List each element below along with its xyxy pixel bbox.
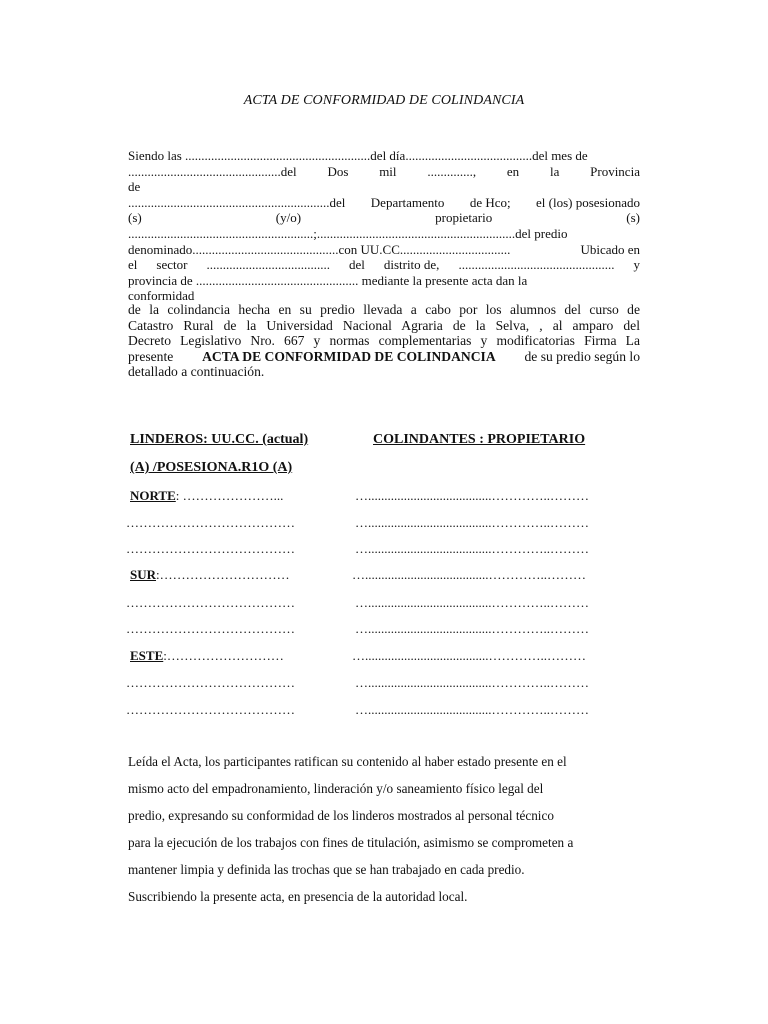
intro-line-10: conformidad bbox=[128, 288, 195, 304]
intro-line-8: el sector ...................................... del distrito de, ................................................ y bbox=[128, 257, 640, 273]
boundary-left-blank: ………………………………… bbox=[126, 702, 295, 717]
boundary-left-blank: ………………………………… bbox=[126, 595, 295, 610]
closing-paragraph bbox=[128, 748, 648, 910]
intro-line-1: Siendo las .........................................................del día.......................................del mes de bbox=[128, 148, 588, 163]
closing-line: predio, expresando su conformidad de los linderos mostrados al personal técnico bbox=[128, 808, 554, 823]
boundary-right-blank: …......................................…………..……… bbox=[355, 515, 589, 530]
boundary-left-cell bbox=[130, 648, 284, 664]
body-line-3: Decreto Legislativo Nro. 667 y normas complementarias y modificatorias Firma La bbox=[128, 333, 640, 349]
boundary-left-blank: :……………………… bbox=[163, 648, 284, 663]
heading-colindantes: COLINDANTES : PROPIETARIO bbox=[373, 432, 586, 447]
boundary-left-cell bbox=[126, 702, 295, 718]
intro-line-5: (s) (y/o) propietario (s) bbox=[128, 210, 640, 226]
heading-linderos: LINDEROS: UU.CC. (actual) bbox=[130, 432, 309, 447]
closing-line: mismo acto del empadronamiento, linderación y/o saneamiento físico legal del bbox=[128, 781, 544, 796]
boundary-right-blank: …......................................…………..……… bbox=[355, 621, 589, 636]
boundary-left-blank: :………………………… bbox=[156, 567, 290, 582]
closing-line: para la ejecución de los trabajos con fines de titulación, asimismo se comprometen a bbox=[128, 835, 574, 850]
body-line-5: detallado a continuación. bbox=[128, 364, 265, 380]
heading-posesionario: (A) /POSESIONA.R1O (A) bbox=[130, 460, 293, 475]
boundary-left-blank: ………………………………… bbox=[126, 541, 295, 556]
intro-line-9: provincia de .................................................. mediante la presente acta dan la bbox=[128, 272, 528, 288]
body-line-1: de la colindancia hecha en su predio llevada a cabo por los alumnos del curso de bbox=[128, 302, 640, 317]
boundary-right-blank: …......................................…………..……… bbox=[355, 595, 589, 610]
boundary-label: NORTE bbox=[130, 488, 176, 503]
boundary-right-blank: …......................................…………..……… bbox=[355, 541, 589, 556]
body-paragraph bbox=[128, 302, 640, 380]
intro-line-7: denominado.............................................con UU.CC.................................. Ubicado en bbox=[128, 241, 640, 257]
body-line-4: presente ACTA DE CONFORMIDAD DE COLINDANCIA de su predio según lo bbox=[128, 348, 640, 364]
boundary-right-blank: …......................................…………..……… bbox=[355, 488, 589, 503]
body-line-2: Catastro Rural de la Universidad Nacional Agraria de la Selva, , al amparo del bbox=[128, 317, 640, 333]
intro-paragraph bbox=[128, 148, 640, 304]
boundary-left-cell bbox=[130, 488, 283, 504]
boundary-left-cell bbox=[130, 567, 290, 583]
boundary-right-blank: …......................................…………..……… bbox=[352, 567, 586, 582]
boundary-left-blank: ………………………………… bbox=[126, 621, 295, 636]
boundary-left-cell bbox=[126, 595, 295, 611]
closing-line: mantener limpia y definida las trochas que se han trabajado en cada predio. bbox=[128, 862, 525, 877]
boundary-right-blank: …......................................…………..……… bbox=[355, 702, 589, 717]
boundary-left-blank: ………………………………… bbox=[126, 515, 295, 530]
boundary-left-blank: : …………………... bbox=[175, 488, 284, 503]
boundary-left-cell bbox=[126, 621, 295, 637]
boundary-left-blank: ………………………………… bbox=[126, 675, 295, 690]
boundary-label: SUR bbox=[130, 567, 157, 582]
intro-line-6: .........................................................;.............................................................del predio bbox=[128, 225, 568, 241]
intro-line-2: ...............................................del Dos mil .............., en la Provincia bbox=[128, 163, 640, 179]
body-bold-title: ACTA DE CONFORMIDAD DE COLINDANCIA bbox=[202, 348, 496, 364]
boundary-right-blank: …......................................…………..……… bbox=[352, 648, 586, 663]
boundary-left-cell bbox=[126, 675, 295, 691]
document-title: ACTA DE CONFORMIDAD DE COLINDANCIA bbox=[243, 93, 525, 108]
closing-line: Leída el Acta, los participantes ratifican su contenido al haber estado presente en el bbox=[128, 754, 567, 769]
intro-line-4: ..............................................................del Departamento de Hco; el (los) posesionado bbox=[128, 194, 640, 210]
boundary-left-cell bbox=[126, 515, 295, 531]
boundary-right-blank: …......................................…………..……… bbox=[355, 675, 589, 690]
boundary-label: ESTE bbox=[130, 648, 164, 663]
closing-line: Suscribiendo la presente acta, en presencia de la autoridad local. bbox=[128, 889, 468, 904]
intro-line-3: de bbox=[128, 179, 141, 195]
boundary-left-cell bbox=[126, 541, 295, 557]
